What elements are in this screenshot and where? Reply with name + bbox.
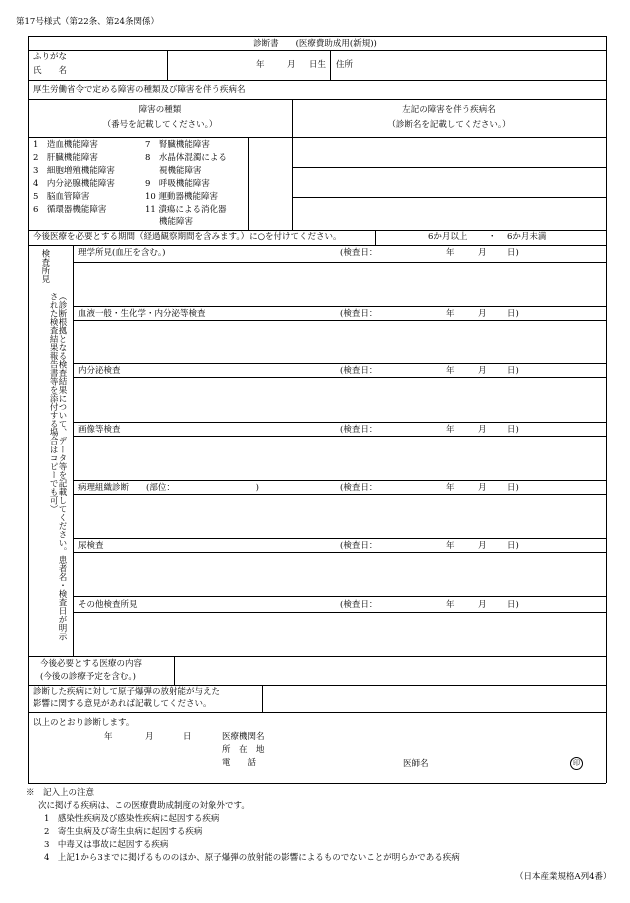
phone-label: 電 話	[222, 758, 257, 768]
period-option-6m-plus[interactable]: 6か月以上	[428, 232, 468, 242]
period-option-under-6m[interactable]: 6か月未満	[507, 232, 547, 242]
exam-label-endocrine: 内分泌検査	[78, 366, 121, 376]
name-label: 氏 名	[33, 66, 68, 76]
disability-item: 視機能障害	[159, 166, 202, 176]
institution-label: 医療機関名	[222, 732, 265, 742]
address-label: 住所	[336, 60, 354, 70]
furigana-label: ふりがな	[33, 52, 68, 62]
exam-label-pathology: 病理組織診断 (部位： )	[78, 483, 259, 493]
seal-icon: 印	[570, 757, 583, 770]
exam-label-urine: 尿検査	[78, 541, 104, 551]
future-care-note: (今後の診療予定を含む。)	[40, 672, 136, 682]
disability-item: 10 運動器機能障害	[145, 192, 219, 202]
disease-name-note: （診断名を記載してください。）	[387, 120, 511, 130]
notes-item: 1 感染性疾病及び感染性疾病に起因する疾病	[44, 814, 220, 824]
doctor-name-label: 医師名	[403, 759, 429, 769]
form-title: 診断書 (医療費助成用(新規))	[253, 39, 377, 49]
disability-item: 1 造血機能障害	[33, 140, 98, 150]
exam-vertical-label: 検査所見	[39, 249, 50, 283]
disability-item: 11 潰瘍による消化器	[145, 205, 227, 215]
disease-name-heading: 左記の障害を伴う疾病名	[402, 105, 496, 115]
disability-item: 3 細胞増殖機能障害	[33, 166, 115, 176]
disability-types-heading: 障害の種類	[138, 105, 182, 115]
dob-day-label: 日生	[309, 60, 327, 70]
period-separator: ・	[488, 232, 497, 242]
disability-item: 機能障害	[159, 217, 194, 227]
disease-header: 厚生労働省令で定める障害の種類及び障害を伴う疾病名	[33, 85, 246, 95]
disability-item: 4 内分泌腺機能障害	[33, 179, 115, 189]
exam-label-blood: 血液一般・生化学・内分泌等検査	[78, 309, 206, 319]
disability-item: 6 循環器機能障害	[33, 205, 107, 215]
notes-item: 4 上記1から3までに掲げるもののほか、原子爆弾の放射能の影響によるものでないことが明らかである疾病	[44, 853, 460, 863]
disability-item: 5 脳血管障害	[33, 192, 90, 202]
notes-item: 3 中毒又は事故に起因する疾病	[44, 840, 169, 850]
attest-day-label: 日	[183, 732, 192, 742]
document-page: 第17号様式（第22条、第24条関係） 診断書 (医療費助成用(新規)) ふりがな 氏 名 年 月 日生 住所 厚生労働省令で定める障害の種類及び障害を伴う疾病名 障害の種類 （番号を記載してください。） 左記の障害を伴う疾病名 （診断名を記載してください。） 1 造血機能障害 2 肝臓機能障害 3 細胞増殖機能障害 4 内分泌腺機能障害 5 脳血管障害 6 循環器機能障害 7 腎臓機能障害 8 水晶体混濁による 視機能障害 9 呼吸機能障害 10 運動器機能障害 11 潰瘍による消化器 機能障害 今後医療を必要とする期間（経過観察期間を含みます。）に○を付けてください。 6か月以上 ・ 6か月未満 検査所見 （診断根拠となる検査結果について、データ等を記載してください。患者名・検査日が明示された検査結果報告書等を添付する場合はコピーでも可） 理学所見(血圧を含む。) 血液一般・生化学・内分泌等検査 内分泌検査 画像等検査 病理組織診断 (部位： ) 尿検査 その他検査所見 (検査日： 年 月 日) (検査日： 年 月 日) (検査日： 年 月 日) (検査日： 年 月 日) (検査日： 年 月 日) (検査日： 年 月 日) (検査日： 年 月 日) 今後必要とする医療の内容 (今後の診療予定を含む。) 診断した疾病に対して原子爆弾の放射能が与えた 影響に関する意見があれば記載してください。 以上のとおり診断します。 年 月 日 医療機関名 所 在 地 電 話 医師名 印 ※ 記入上の注意 次に掲げる疾病は、この医療費助成制度の対象外です。 1 感染性疾病及び感染性疾病に起因する疾病 2 寄生虫病及び寄生虫病に起因する疾病 3 中毒又は事故に起因する疾病 4 上記1から3までに掲げるもののほか、原子爆弾の放射能の影響によるものでないことが明らかである疾病 （日本産業規格A列4番）	[0, 0, 630, 903]
future-care-label: 今後必要とする医療の内容	[40, 659, 143, 669]
notes-item: 2 寄生虫病及び寄生虫病に起因する疾病	[44, 827, 203, 837]
disability-item: 2 肝臓機能障害	[33, 153, 98, 163]
exam-label-other: その他検査所見	[78, 600, 138, 610]
dob-month-label: 月	[287, 60, 296, 70]
footer-standard: （日本産業規格A列4番）	[515, 872, 612, 882]
location-label: 所 在 地	[222, 745, 265, 755]
radiation-opinion-line2: 影響に関する意見があれば記載してください。	[33, 699, 212, 709]
attest-year-label: 年	[104, 732, 113, 742]
exam-vertical-note: （診断根拠となる検査結果について、データ等を記載してください。患者名・検査日が明示された検査結果報告書等を添付する場合はコピーでも可）	[48, 292, 67, 641]
form-number: 第17号様式（第22条、第24条関係）	[16, 17, 159, 27]
notes-intro: 次に掲げる疾病は、この医療費助成制度の対象外です。	[38, 801, 250, 811]
dob-year-label: 年	[256, 60, 265, 70]
disability-item: 8 水晶体混濁による	[145, 153, 227, 163]
disability-types-note: （番号を記載してください。）	[102, 120, 218, 130]
disability-item: 7 腎臓機能障害	[145, 140, 210, 150]
period-label: 今後医療を必要とする期間（経過観察期間を含みます。）に○を付けてください。	[33, 232, 342, 242]
exam-label-imaging: 画像等検査	[78, 425, 121, 435]
radiation-opinion-line1: 診断した疾病に対して原子爆弾の放射能が与えた	[33, 687, 221, 697]
notes-heading: ※ 記入上の注意	[26, 788, 95, 798]
attest-month-label: 月	[145, 732, 154, 742]
attestation-statement: 以上のとおり診断します。	[33, 718, 135, 728]
disability-item: 9 呼吸機能障害	[145, 179, 210, 189]
exam-label-physical: 理学所見(血圧を含む。)	[78, 248, 166, 258]
